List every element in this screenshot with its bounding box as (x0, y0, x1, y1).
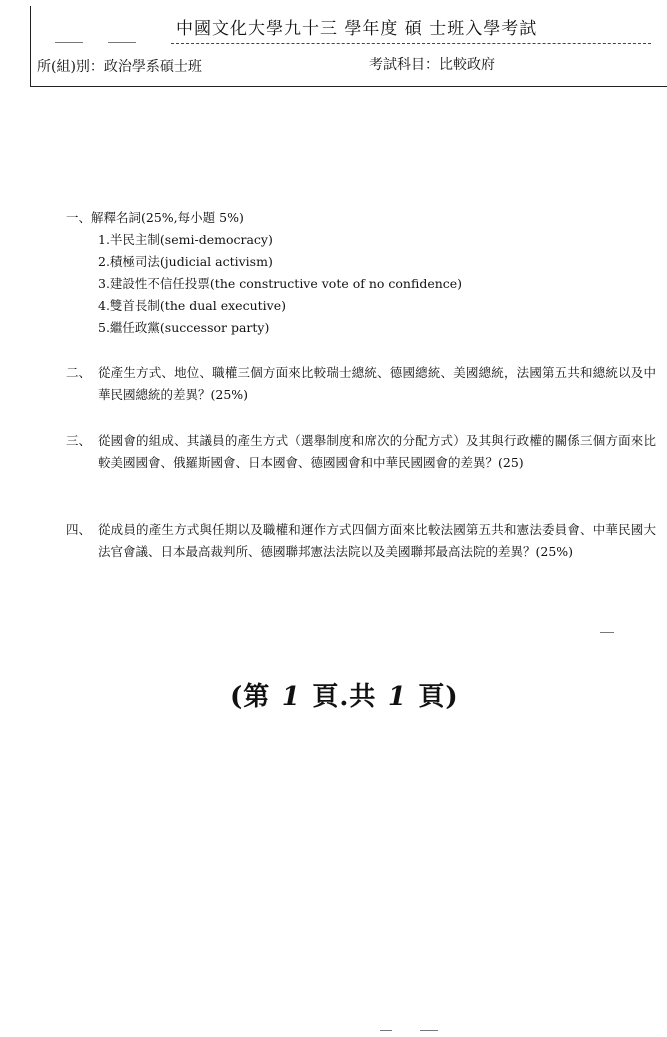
question-1-heading: 解釋名詞(25%,每小題 5%) (91, 210, 244, 225)
question-3-text: 從國會的組成、其議員的產生方式（選舉制度和席次的分配方式）及其與行政權的關係三個方面來比較美國國會、俄羅斯國會、日本國會、德國國會和中華民國國會的差異？(25) (98, 433, 656, 470)
title-underline (171, 43, 651, 44)
page-indicator (230, 676, 459, 713)
question-4-number: 四、 (66, 522, 92, 537)
question-3 (66, 430, 656, 474)
question-4 (66, 519, 656, 563)
question-1-number: 一、 (66, 210, 92, 225)
page-indicator-middle: 頁.共 (312, 682, 377, 712)
scan-mark (55, 42, 83, 43)
current-page-number: 1 (281, 682, 301, 712)
question-2 (66, 362, 656, 406)
total-page-number: 1 (387, 682, 407, 712)
term-item: 5.繼任政黨(successor party) (98, 320, 270, 335)
scan-mark (600, 632, 614, 633)
subject-label: 考試科目：比較政府 (369, 57, 495, 73)
header-box (30, 6, 667, 87)
page-indicator-close: 頁) (418, 682, 459, 712)
question-4-text: 從成員的產生方式與任期以及職權和運作方式四個方面來比較法國第五共和憲法委員會、中華民國大法官會議、日本最高裁判所、德國聯邦憲法法院以及美國聯邦最高法院的差異？(25%) (98, 522, 656, 559)
page-indicator-open: (第 (230, 682, 271, 712)
scan-mark (420, 1030, 438, 1031)
term-item: 1.半民主制(semi-democracy) (98, 232, 273, 247)
question-1-title (66, 207, 244, 229)
question-2-text: 從產生方式、地位、職權三個方面來比較瑞士總統、德國總統、美國總統，法國第五共和總統以及中華民國總統的差異？(25%) (98, 365, 656, 402)
term-item: 4.雙首長制(the dual executive) (98, 298, 286, 313)
term-item: 3.建設性不信任投票(the constructive vote of no confidence) (98, 276, 463, 291)
department-label: 所(組)別：政治學系碩士班 (37, 59, 202, 75)
scan-mark (380, 1030, 392, 1031)
term-item: 2.積極司法(judicial activism) (98, 254, 273, 269)
question-3-number: 三、 (66, 433, 92, 448)
scan-mark (108, 42, 136, 43)
exam-title: 中國文化大學九十三 學年度 碩 士班入學考試 (176, 19, 538, 39)
question-2-number: 二、 (66, 365, 92, 380)
term-list (98, 229, 462, 339)
